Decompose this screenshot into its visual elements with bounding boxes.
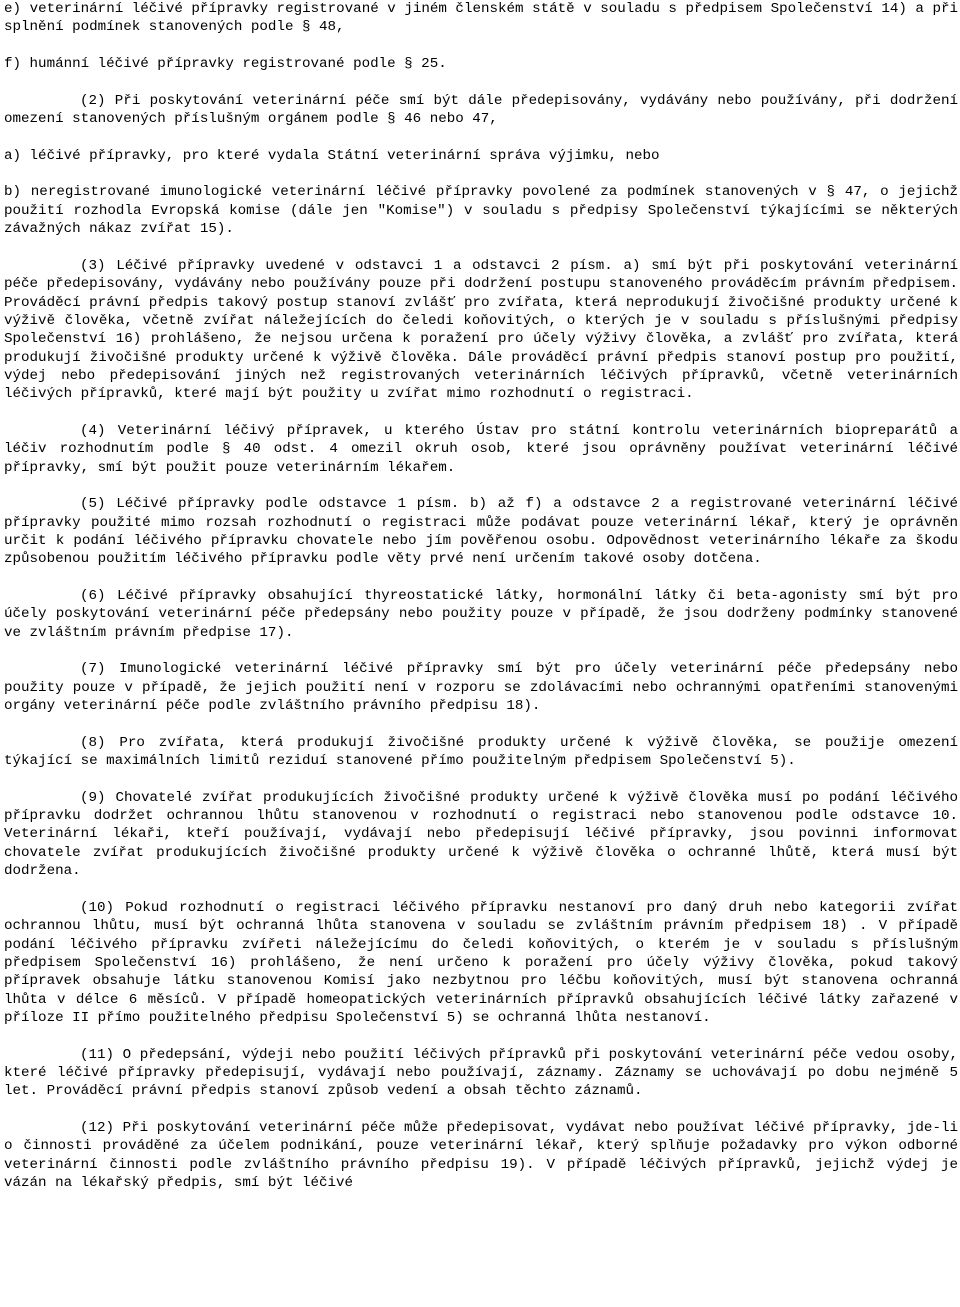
paragraph-2: (2) Při poskytování veterinární péče smí být dále předepisovány, vydávány nebo používány, při dodržení omezení stanovených příslušným orgánem podle § 46 nebo 47, xyxy=(4,92,958,128)
paragraph-9: (9) Chovatelé zvířat produkujících živočišné produkty určené k výživě člověka musí po podání léčivého přípravku dodržet ochrannou lhůtu stanovenou v rozhodnutí o registraci nebo stanovenou podle odstavce 10. Veterinární lékaři, kteří používají, vydávají nebo předepisují léčivé přípravky, jsou povinni informovat chovatele zvířat produkujících živočišné produkty určené k výživě člověka o ochranné lhůtě, která musí být dodržena. xyxy=(4,789,958,880)
paragraph-2a: a) léčivé přípravky, pro které vydala Státní veterinární správa výjimku, nebo xyxy=(4,147,660,164)
paragraph-8: (8) Pro zvířata, která produkují živočišné produkty určené k výživě člověka, se použije omezení týkající se maximálních limitů reziduí stanovené přímo použitelným předpisem Společenství 5). xyxy=(4,734,958,770)
paragraph-2b: b) neregistrované imunologické veterinární léčivé přípravky povolené za podmínek stanovených v § 47, o jejichž použití rozhodla Evropská komise (dále jen "Komise") v souladu s předpisy Společenství týkajícími se některých závažných nákaz zvířat 15). xyxy=(4,184,958,238)
paragraph-3: (3) Léčivé přípravky uvedené v odstavci 1 a odstavci 2 písm. a) smí být při poskytování veterinární péče předepisovány, vydávány nebo používány pouze při dodržení postupu stanoveného prováděcím právním předpisem. Prováděcí právní předpis takový postup stanoví zvlášť pro zvířata, která neprodukují živočišné produkty určené k výživě člověka, včetně zvířat náležejících do čeledi koňovitých, o kterých je v souladu s příslušnými předpisy Společenství 16) prohlášeno, že nejsou určena k poražení pro účely výživy člověka, a zvlášť pro zvířata, která produkují živočišné produkty určené k výživě člověka. Dále prováděcí právní předpis stanoví postup pro použití, výdej nebo předepisování jiných než registrovaných veterinárních léčivých přípravků, včetně veterinárních léčivých přípravků, které mají být použity u zvířat mimo rozhodnutí o registraci. xyxy=(4,257,958,403)
paragraph-10: (10) Pokud rozhodnutí o registraci léčivého přípravku nestanoví pro daný druh nebo kategorii zvířat ochrannou lhůtu, musí být ochranná lhůta stanovena v souladu se zvláštním právním předpisem 18) . V případě podání léčivého přípravku zvířeti náležejícímu do čeledi koňovitých, o kterém je v souladu s příslušným předpisem Společenství 16) prohlášeno, že není určeno k poražení pro účely výživy člověka, pokud takový přípravek obsahuje látku stanovenou Komisí jako nezbytnou pro léčbu koňovitých, musí být stanovena ochranná lhůta v délce 6 měsíců. V případě homeopatických veterinárních přípravků obsahujících léčivé látky zařazené v příloze II přímo použitelného předpisu Společenství 5) se ochranná lhůta nestanoví. xyxy=(4,899,958,1026)
paragraph-e: e) veterinární léčivé přípravky registrované v jiném členském státě v souladu s předpisem Společenství 14) a při splnění podmínek stanovených podle § 48, xyxy=(4,1,958,36)
document-page xyxy=(4,0,958,1192)
paragraph-5: (5) Léčivé přípravky podle odstavce 1 písm. b) až f) a odstavce 2 a registrované veterinární léčivé přípravky použité mimo rozsah rozhodnutí o registraci může podávat pouze veterinární lékař, který je oprávněn určit k podání léčivého přípravku chovatele nebo jím pověřenou osobu. Odpovědnost veterinárního lékaře za škodu způsobenou použitím léčivého přípravku podle věty prvé není určením takové osoby dotčena. xyxy=(4,496,958,568)
paragraph-4: (4) Veterinární léčivý přípravek, u kterého Ústav pro státní kontrolu veterinárních biopreparátů a léčiv rozhodnutím podle § 40 odst. 4 omezil okruh osob, které jsou oprávněny používat veterinární léčivé přípravky, smí být použit pouze veterinárním lékařem. xyxy=(4,422,958,476)
paragraph-11: (11) O předepsání, výdeji nebo použití léčivých přípravků při poskytování veterinární péče vedou osoby, které léčivé přípravky předepisují, vydávají nebo používají, záznamy. Záznamy se uchovávají po dobu nejméně 5 let. Prováděcí právní předpis stanoví způsob vedení a obsah těchto záznamů. xyxy=(4,1046,958,1100)
paragraph-12: (12) Při poskytování veterinární péče může předepisovat, vydávat nebo používat léčivé přípravky, jde-li o činnosti prováděné za účelem podnikání, pouze veterinární lékař, který splňuje požadavky pro výkon odborné veterinární činnosti podle zvláštního právního předpisu 19). V případě léčivých přípravků, jejichž výdej je vázán na lékařský předpis, smí být léčivé xyxy=(4,1119,958,1191)
paragraph-6: (6) Léčivé přípravky obsahující thyreostatické látky, hormonální látky či beta-agonisty smí být pro účely poskytování veterinární péče předepsány nebo použity pouze v případě, že jsou dodrženy podmínky stanovené ve zvláštním právním předpise 17). xyxy=(4,588,958,641)
paragraph-f: f) humánní léčivé přípravky registrované podle § 25. xyxy=(4,56,447,73)
paragraph-7: (7) Imunologické veterinární léčivé přípravky smí být pro účely veterinární péče předepsány nebo použity pouze v případě, že jejich použití není v rozporu se zdolávacími nebo ochrannými opatřeními stanovenými orgány veterinární péče podle zvláštního právního předpisu 18). xyxy=(4,661,958,715)
